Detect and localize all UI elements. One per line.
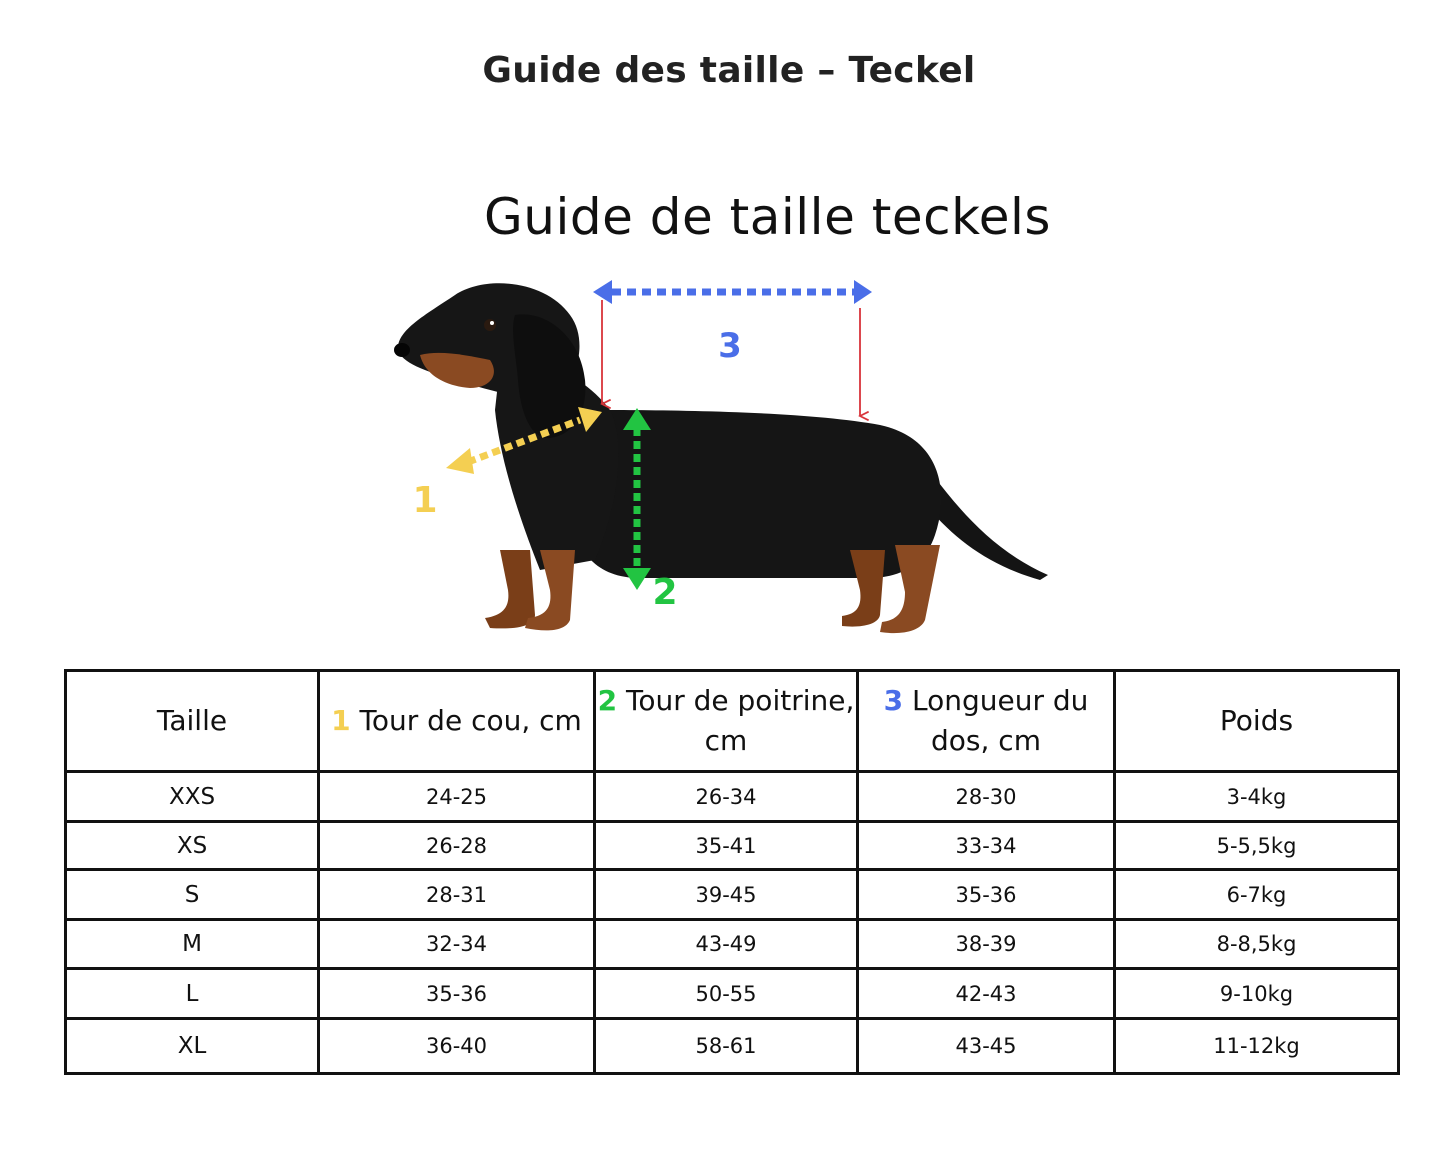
weight-cell: 6-7kg (1115, 870, 1399, 920)
back-cell: 42-43 (858, 969, 1115, 1019)
size-cell: M (66, 920, 319, 969)
size-cell: XL (66, 1019, 319, 1074)
figure-title: Guide de taille teckels (484, 188, 1051, 246)
weight-cell: 3-4kg (1115, 772, 1399, 822)
back-marker-number: 3 (883, 684, 904, 717)
size-cell: L (66, 969, 319, 1019)
table-row (66, 870, 1399, 920)
table-row (66, 822, 1399, 870)
back-cell: 43-45 (858, 1019, 1115, 1074)
size-cell: XS (66, 822, 319, 870)
neck-cell: 28-31 (319, 870, 595, 920)
header-size: Taille (66, 671, 319, 772)
weight-cell: 5-5,5kg (1115, 822, 1399, 870)
chest-cell: 35-41 (595, 822, 858, 870)
neck-cell: 26-28 (319, 822, 595, 870)
weight-cell: 9-10kg (1115, 969, 1399, 1019)
chest-cell: 39-45 (595, 870, 858, 920)
size-cell: S (66, 870, 319, 920)
back-cell: 28-30 (858, 772, 1115, 822)
table-row (66, 772, 1399, 822)
back-cell: 35-36 (858, 870, 1115, 920)
header-chest: 2 Tour de poitrine, cm (595, 671, 858, 772)
table-header-row (66, 671, 1399, 772)
page-title: Guide des taille – Teckel (482, 50, 976, 91)
chest-cell: 58-61 (595, 1019, 858, 1074)
back-length-arrow (593, 280, 872, 416)
chest-cell: 26-34 (595, 772, 858, 822)
table-row (66, 920, 1399, 969)
weight-cell: 11-12kg (1115, 1019, 1399, 1074)
marker-1-label: 1 (412, 480, 438, 521)
back-cell: 38-39 (858, 920, 1115, 969)
marker-2-label: 2 (652, 572, 678, 613)
marker-3-label: 3 (718, 326, 742, 366)
size-chart-table (64, 669, 1400, 1075)
header-back: 3 Longueur du dos, cm (858, 671, 1115, 772)
table-row (66, 1019, 1399, 1074)
neck-cell: 32-34 (319, 920, 595, 969)
dachshund-measurement-illustration (380, 260, 1080, 670)
neck-cell: 24-25 (319, 772, 595, 822)
chest-cell: 50-55 (595, 969, 858, 1019)
chest-cell: 43-49 (595, 920, 858, 969)
back-cell: 33-34 (858, 822, 1115, 870)
header-neck: 1 Tour de cou, cm (319, 671, 595, 772)
table-row (66, 969, 1399, 1019)
neck-cell: 35-36 (319, 969, 595, 1019)
neck-cell: 36-40 (319, 1019, 595, 1074)
neck-marker-number: 1 (331, 704, 351, 737)
weight-cell: 8-8,5kg (1115, 920, 1399, 969)
size-cell: XXS (66, 772, 319, 822)
header-weight: Poids (1115, 671, 1399, 772)
chest-marker-number: 2 (597, 684, 618, 717)
